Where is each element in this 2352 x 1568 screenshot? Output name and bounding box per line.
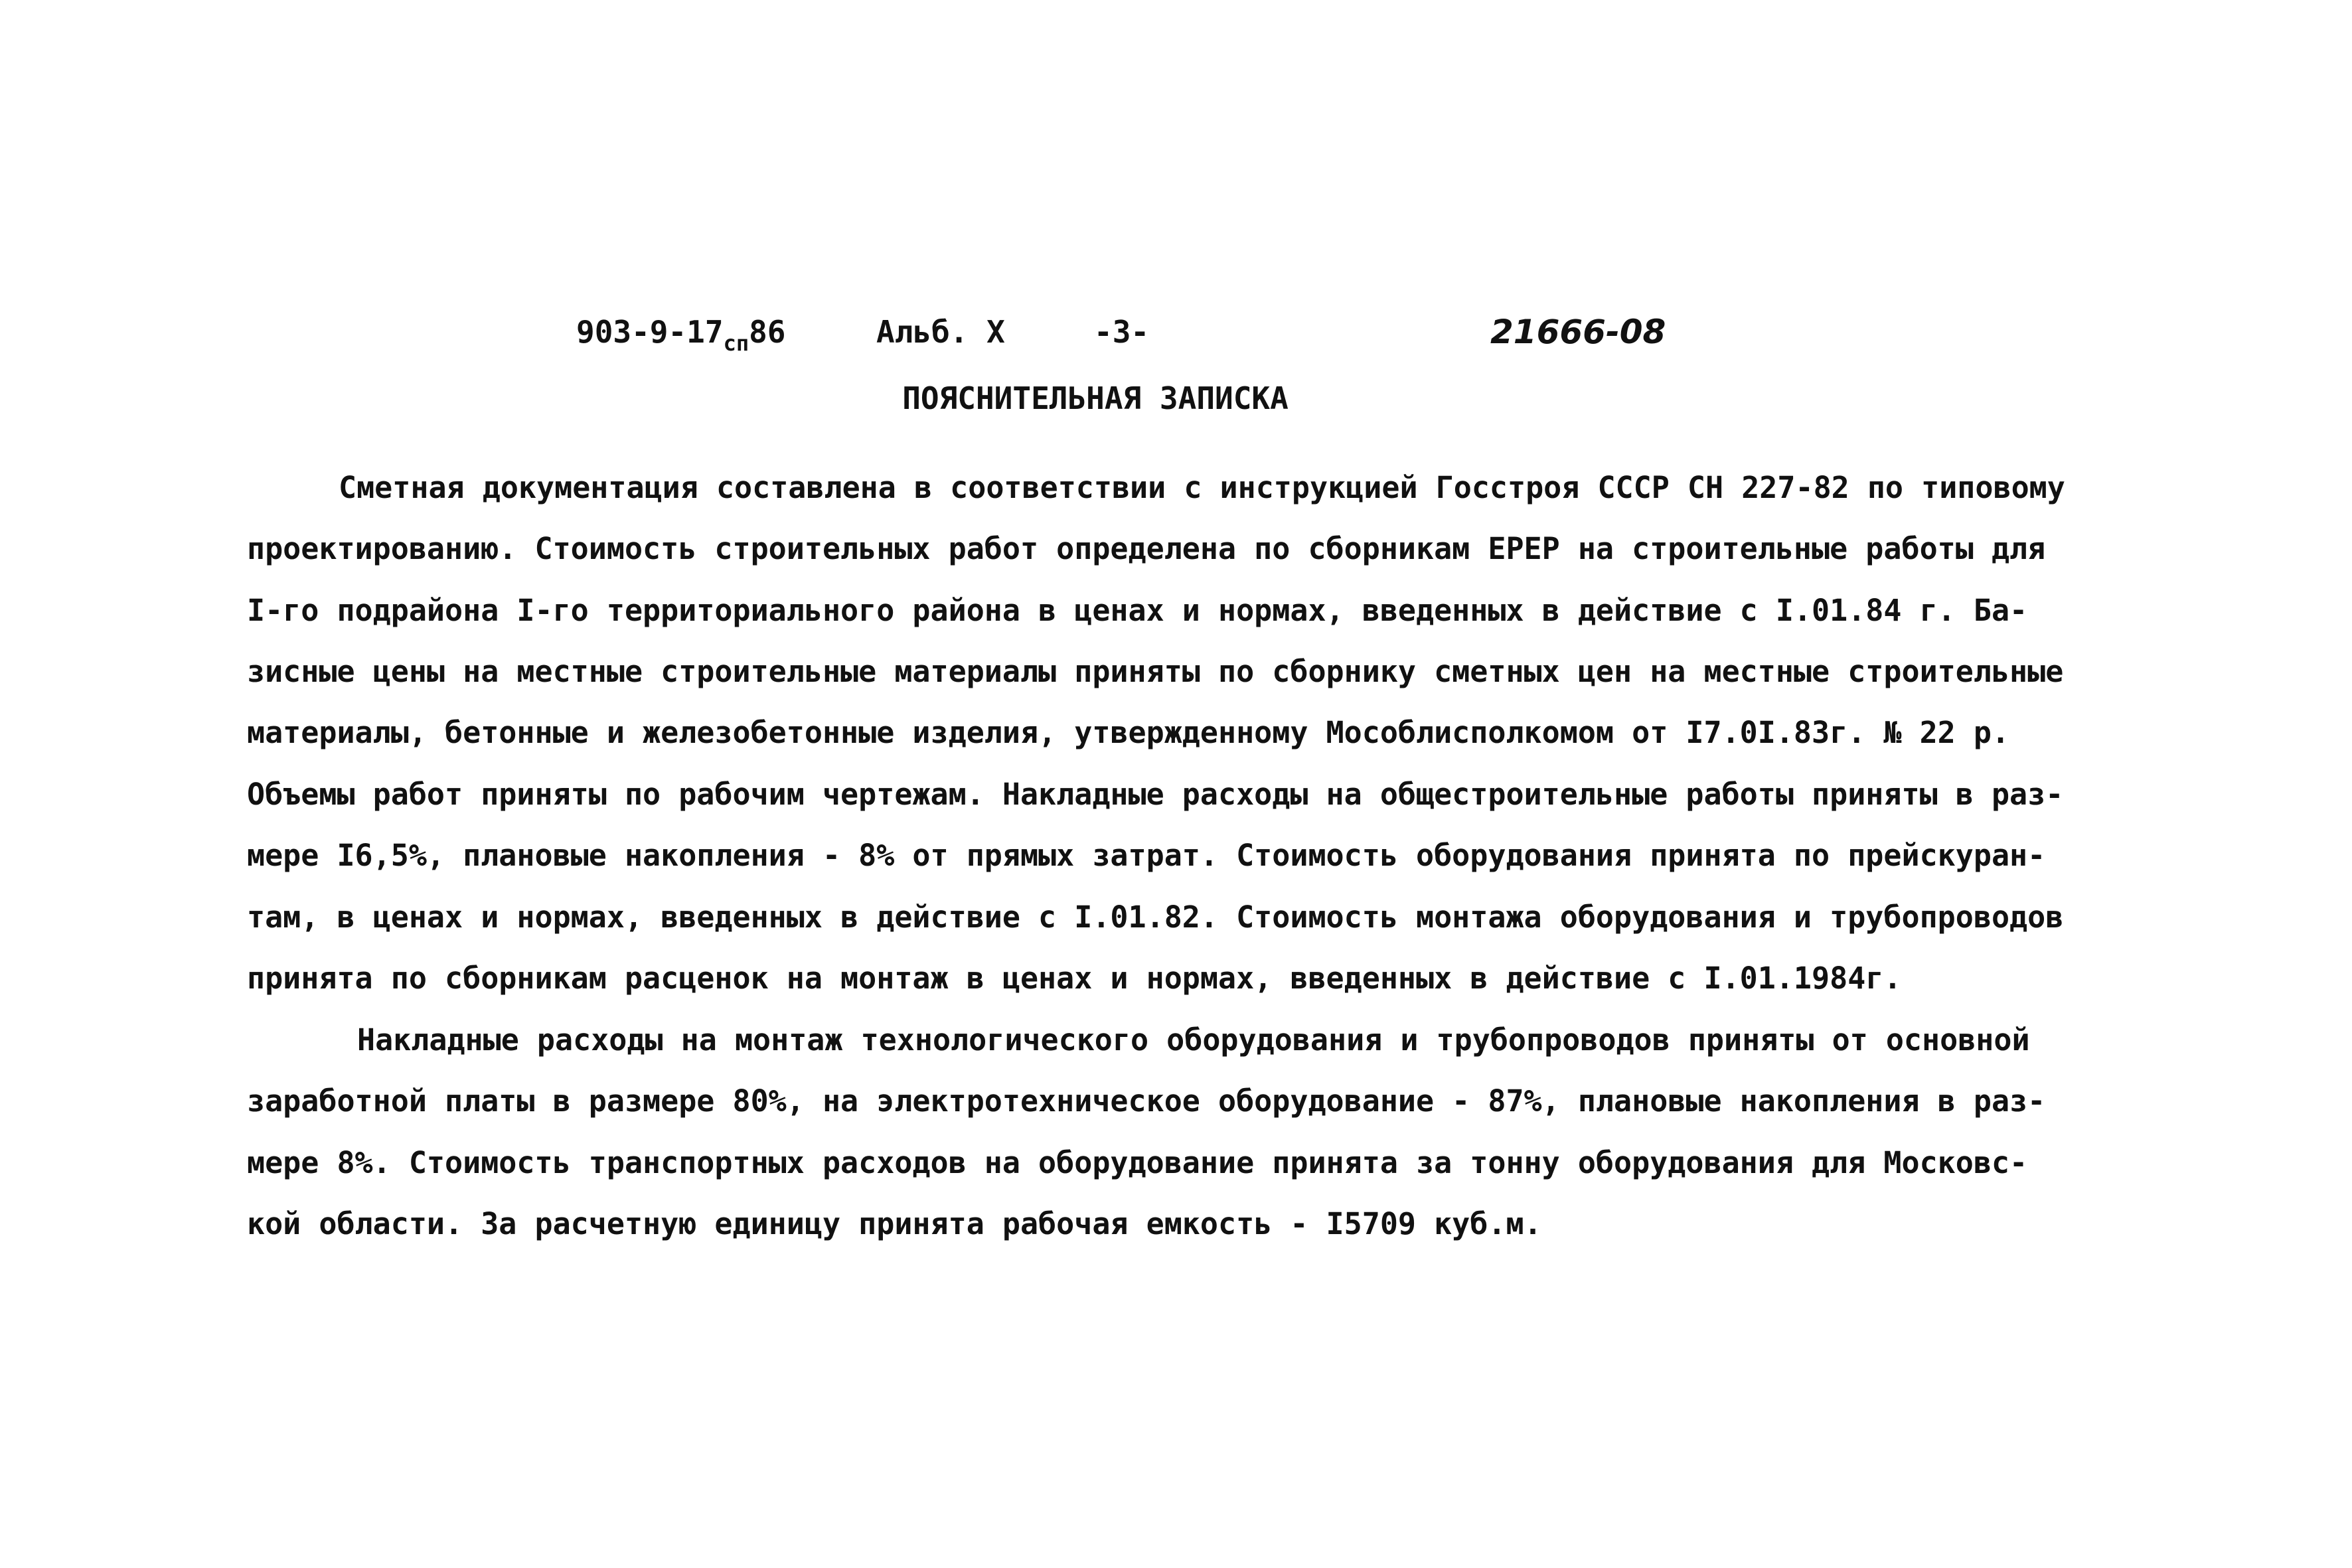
paragraph-2-line: заработной платы в размере 80%, на электротехническое оборудование - 87%, плановые накопления в раз- <box>247 1083 2046 1119</box>
paragraph-1-line: мере I6,5%, плановые накопления - 8% от прямых затрат. Стоимость оборудования принята по прейскуран- <box>247 838 2046 873</box>
paragraph-1-line: там, в ценах и нормах, введенных в действие с I.01.82. Стоимость монтажа оборудования и трубопроводов <box>247 900 2064 935</box>
paragraph-2-line: мере 8%. Стоимость транспортных расходов на оборудование принята за тонну оборудования для Московс- <box>247 1145 2028 1180</box>
paragraph-1-line: принята по сборникам расценок на монтаж в ценах и нормах, введенных в действие с I.01.1984г. <box>247 961 1902 996</box>
paragraph-1-line: Объемы работ приняты по рабочим чертежам. Накладные расходы на общестроительные работы приняты в раз- <box>247 777 2064 812</box>
project-code <box>576 312 785 363</box>
paragraph-2-line: Накладные расходы на монтаж технологического оборудования и трубопроводов приняты от основной <box>357 1022 2030 1058</box>
paragraph-1-line: материалы, бетонные и железобетонные изделия, утвержденному Мособлисполкомом от I7.0I.83г. № 22 р. <box>247 715 2010 750</box>
document-number: 21666-08 <box>1490 313 1666 351</box>
paragraph-1-line: зисные цены на местные строительные материалы приняты по сборнику сметных цен на местные строительные <box>247 654 2064 689</box>
page-number: -3- <box>1094 314 1150 350</box>
paragraph-1-line: I-го подрайона I-го территориального района в ценах и нормах, введенных в действие с I.01.84 г. Ба- <box>247 593 2028 628</box>
project-code-main: 903-9-17 <box>576 314 724 350</box>
page-title: ПОЯСНИТЕЛЬНАЯ ЗАПИСКА <box>902 380 1289 416</box>
album-label: Альб. X <box>876 314 1005 350</box>
paragraph-2-line: кой области. За расчетную единицу принята рабочая емкость - I5709 куб.м. <box>247 1206 1542 1241</box>
project-code-sub: сп <box>723 331 749 356</box>
paragraph-1-line: Сметная документация составлена в соответствии с инструкцией Госстроя СССР СН 227-82 по типовому <box>339 470 2065 505</box>
project-code-year: 86 <box>749 314 786 350</box>
paragraph-1-line: проектированию. Стоимость строительных работ определена по сборникам ЕРЕР на строительные работы для <box>247 531 2046 566</box>
